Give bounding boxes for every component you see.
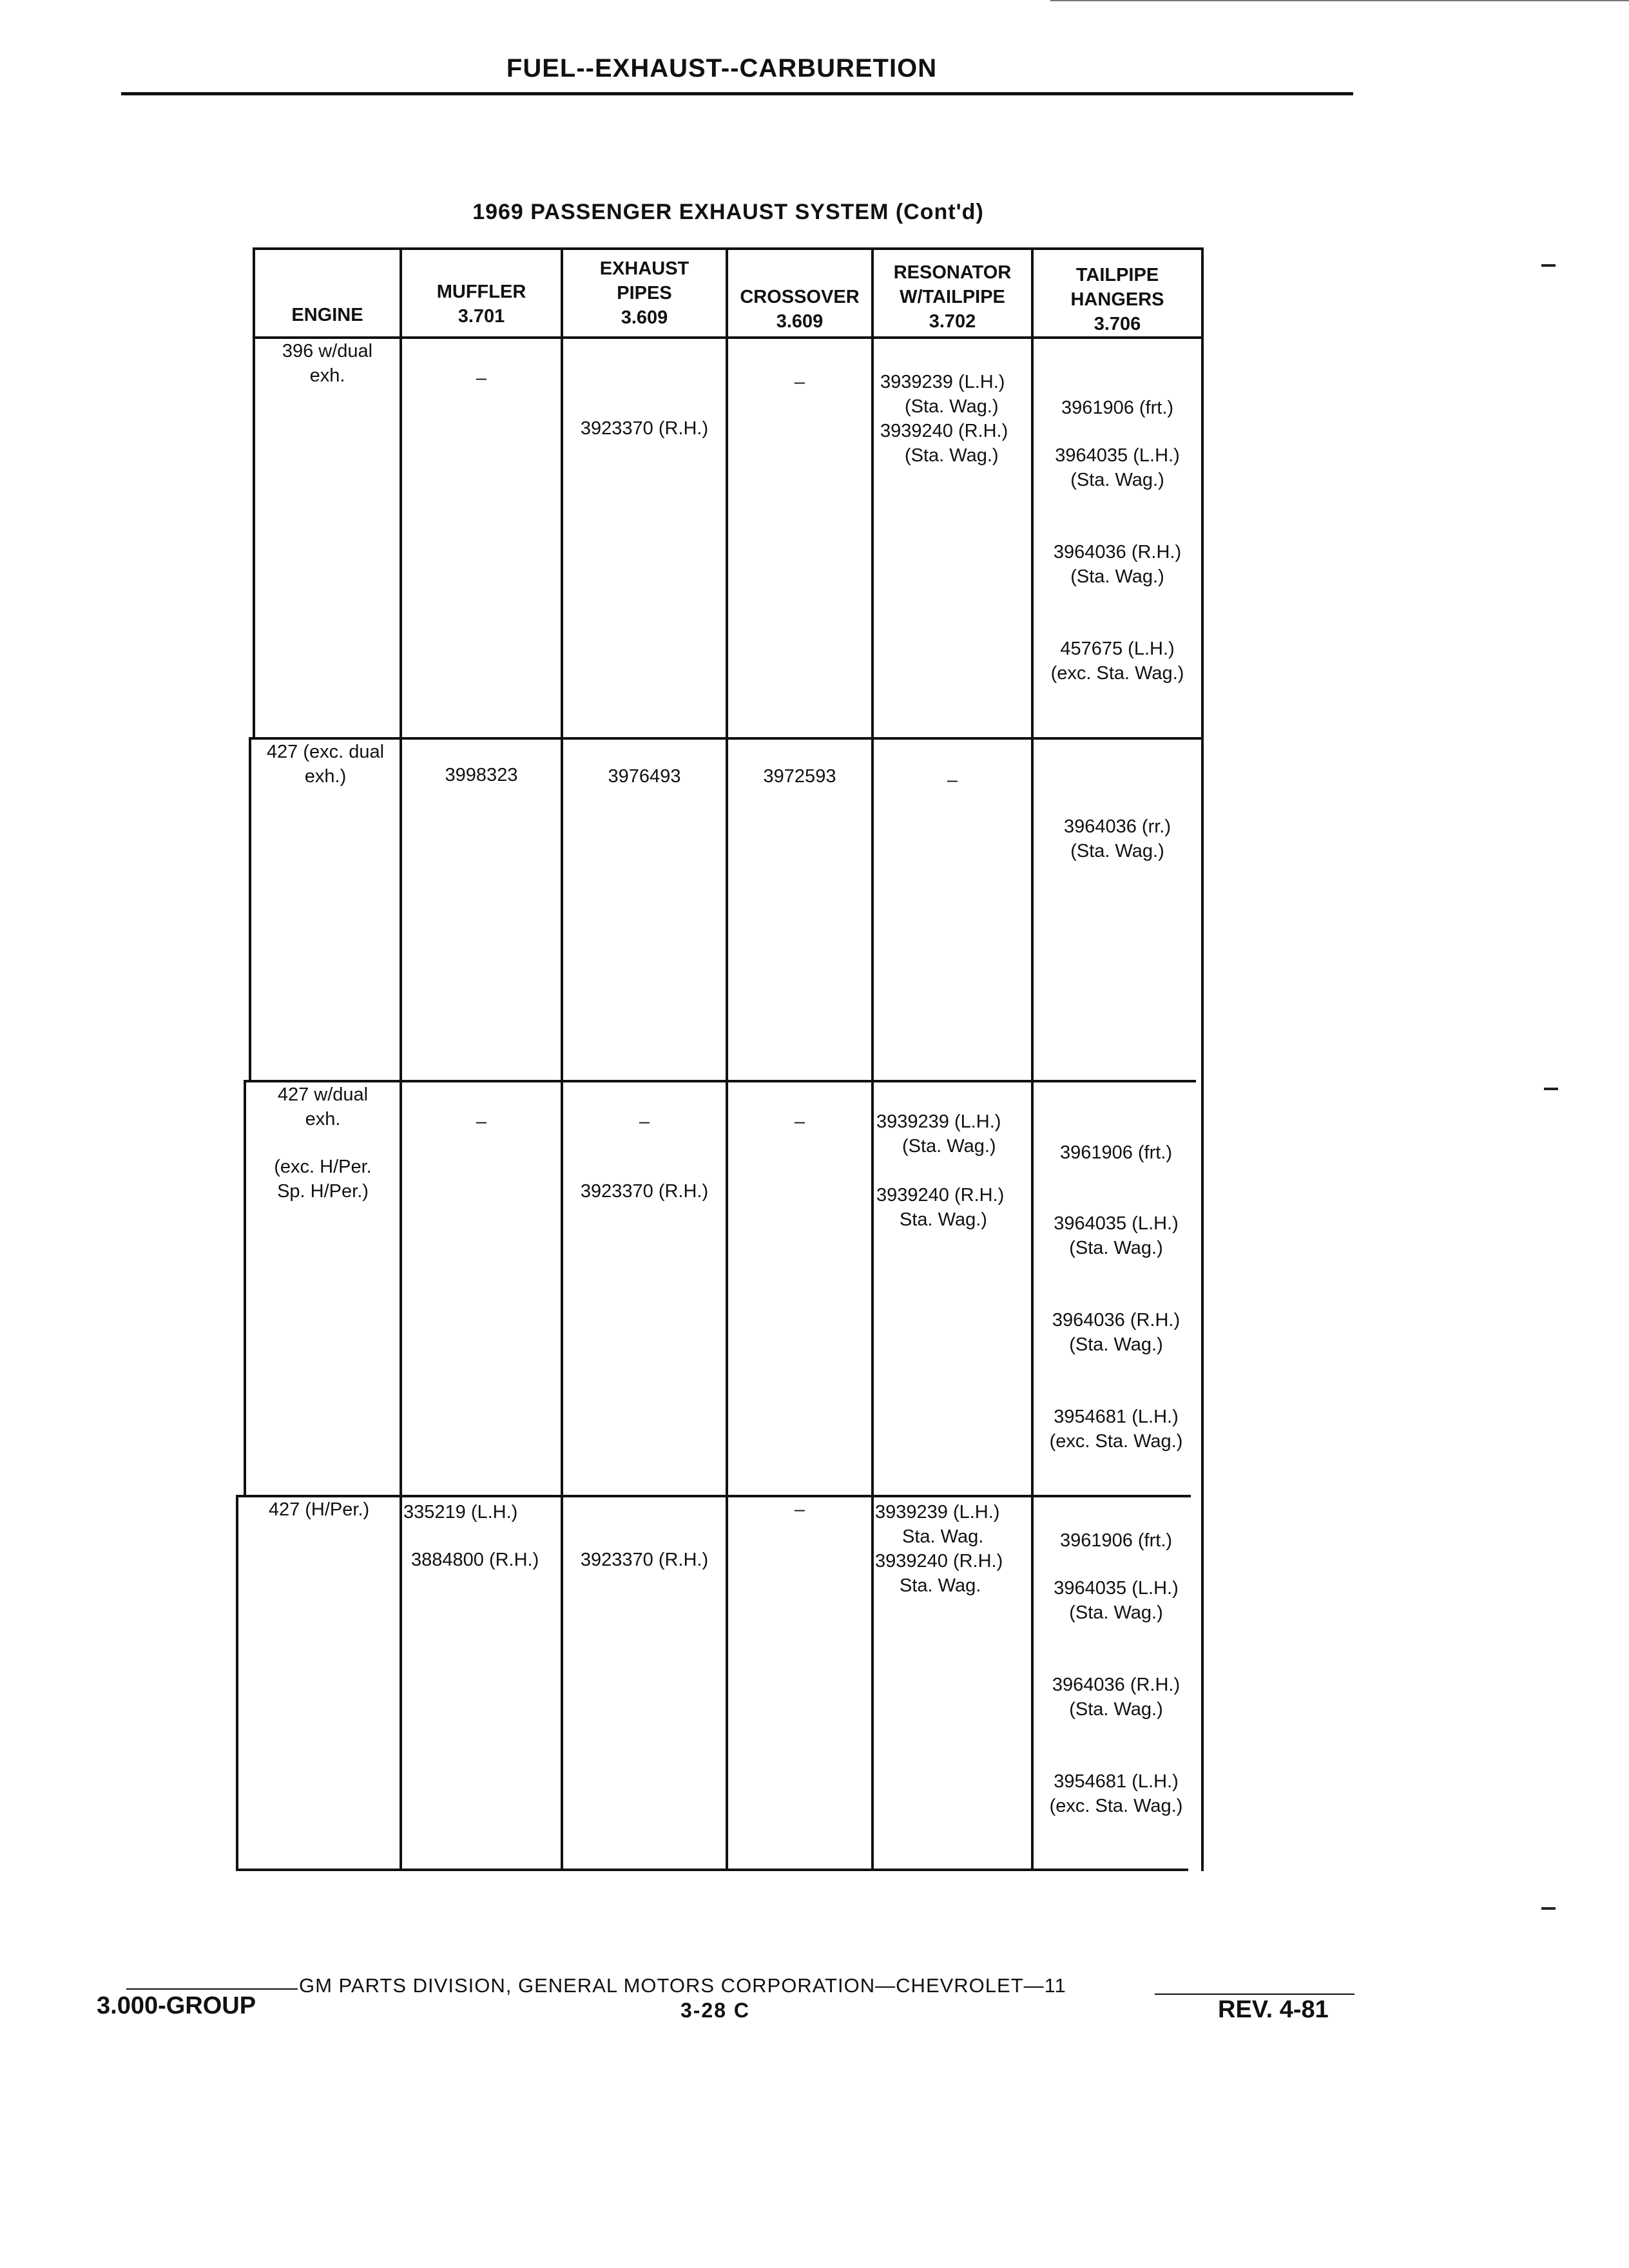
margin-tick [1544,1088,1558,1090]
header-line: TAILPIPE [1075,265,1159,285]
engine-cell: 427 (H/Per.) [268,1499,370,1520]
grid-line [1201,247,1204,1871]
top-edge-rule [1050,0,1629,1]
footer-rule-left [126,1988,298,1990]
engine-cell: 396 w/dual exh. [282,341,373,386]
table-title: 1969 PASSENGER EXHAUST SYSTEM (Cont'd) [472,200,984,224]
footer-group: 3.000-GROUP [97,1992,256,2019]
header-line: ENGINE [291,305,363,325]
hangers-cell: 3964036 (rr.) (Sta. Wag.) [1063,816,1171,861]
footer-division: GM PARTS DIVISION, GENERAL MOTORS CORPORATION—CHEVROLET—11 [299,1974,1066,1997]
muffler-cell: – [476,368,487,389]
grid-line [236,1869,1188,1871]
crossover-cell: – [794,1111,805,1132]
header-rule [121,92,1353,95]
grid-line [244,1080,246,1495]
header-line: CROSSOVER [740,287,860,307]
footer-page-number: 3-28 C [680,1999,751,2022]
col-header-engine [255,303,400,327]
header-line: 3.609 [776,311,824,332]
page-header-title: FUEL--EXHAUST--CARBURETION [506,54,938,82]
col-header-exhaust-pipes [563,256,726,330]
col-header-tailpipe-hangers [1034,263,1201,336]
muffler-cell: 3998323 [445,765,518,785]
header-line: 3.702 [929,311,976,332]
grid-line [253,247,1204,250]
col-header-crossover [728,285,871,334]
header-line: HANGERS [1070,289,1164,310]
header-line: PIPES [617,283,672,303]
engine-cell: 427 (exc. dual exh.) [266,742,385,787]
margin-tick [1541,264,1556,267]
grid-line [561,247,563,1871]
header-line: EXHAUST [599,258,689,279]
resonator-cell: 3939239 (L.H.) (Sta. Wag.) 3939240 (R.H.) (Sta. Wag.) [880,372,1008,466]
pipes-cell: 3976493 [608,766,681,787]
crossover-cell: – [794,1499,805,1520]
col-header-resonator [874,260,1031,334]
header-line: RESONATOR [893,262,1012,283]
footer-rule-right [1155,1994,1354,1995]
header-line: MUFFLER [436,282,526,302]
grid-line [236,1495,238,1871]
crossover-cell: – [794,372,805,392]
muffler-cell: – [476,1111,487,1132]
header-line: W/TAILPIPE [900,287,1005,307]
grid-line [871,247,874,1871]
pipes-cell: 3923370 (R.H.) [580,418,709,439]
header-line: 3.609 [621,307,668,328]
resonator-cell: – [947,770,958,791]
grid-line [400,247,402,1871]
footer-revision: REV. 4-81 [1218,1996,1329,2023]
crossover-cell: 3972593 [763,766,836,787]
col-header-muffler [402,280,561,329]
grid-line [726,247,728,1871]
header-line: 3.701 [458,306,505,327]
margin-tick [1541,1907,1556,1910]
pipes-cell: 3923370 (R.H.) [580,1550,709,1570]
header-line: 3.706 [1094,314,1141,334]
